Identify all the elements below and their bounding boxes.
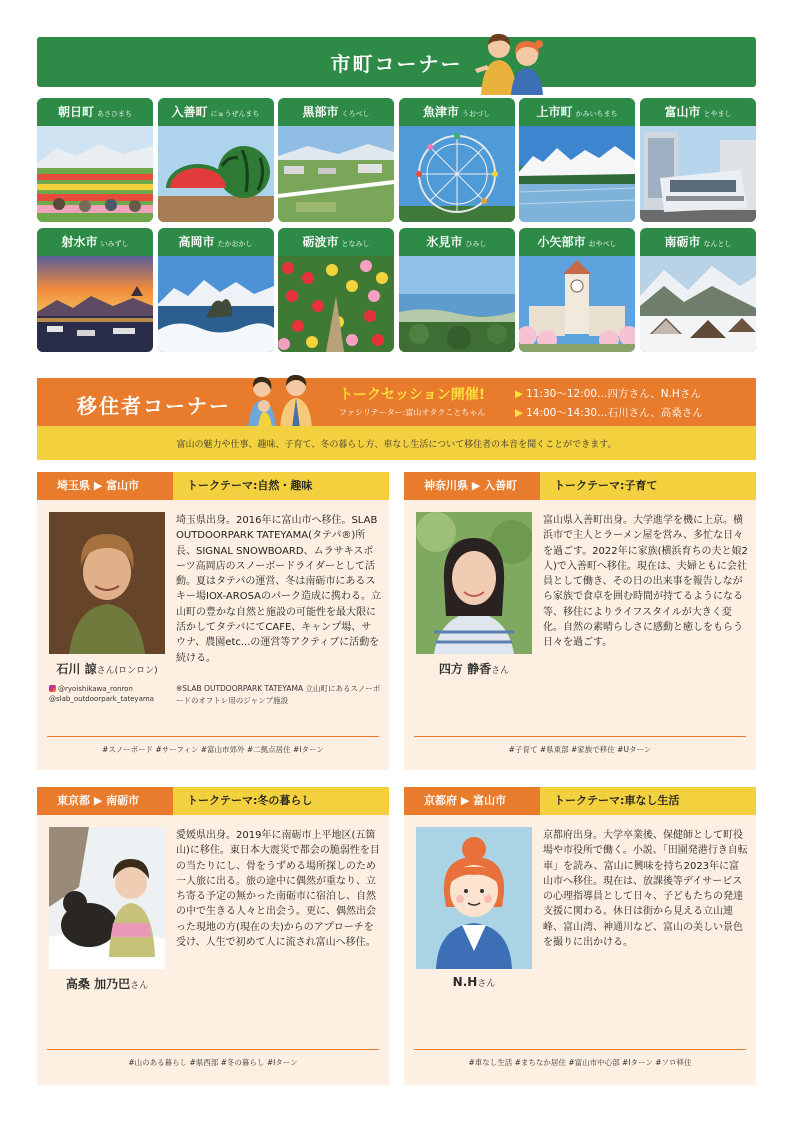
- city-card-oyabe[interactable]: [519, 228, 635, 352]
- city-name: 入善町: [171, 105, 208, 119]
- city-corner-banner: [37, 37, 756, 87]
- portrait-photo: [49, 512, 165, 654]
- profile-bio: 富山県入善町出身。大学進学を機に上京。横浜市で主人とラーメン屋を営み、多忙な日々を過ごす。2022年に家族(横浜育ちの夫と娘2人)で入善町へ移住。現在は、夫婦ともに会社員として働き、その日の出来事を報告しながら家族で食卓を囲む時間が持てるようになる等、移住によりライフスタイルが大きく変化。自然の素晴らしさに感動と癒しをもらう日々を過ごす。: [543, 515, 748, 649]
- schedule-line-1: ▶ 11:30〜12:00…四方さん、N.Hさん: [515, 388, 701, 400]
- hashtags: #スノーボード #サーフィン #富山市郊外 #二拠点居住 #Iターン: [102, 745, 324, 754]
- city-kana: とやまし: [703, 110, 732, 118]
- city-kana: あさひまち: [97, 110, 132, 118]
- profile-theme: トークテーマ:子育て: [540, 472, 756, 500]
- profile-note: ※SLAB OUTDOORPARK TATEYAMA 立山町にあるスノーボードのオフトレ用のジャンプ施設: [176, 684, 381, 705]
- city-name: 射水市: [61, 235, 98, 249]
- schedule-text: 14:00〜14:30…石川さん、高桑さん: [526, 407, 703, 419]
- city-kana: おやべし: [588, 240, 617, 248]
- city-kana: うおづし: [462, 110, 490, 118]
- divider: [47, 1049, 379, 1050]
- city-kana: なんとし: [703, 240, 732, 248]
- city-card-imizu[interactable]: [37, 228, 153, 352]
- city-name: 黒部市: [302, 105, 339, 119]
- city-name: 朝日町: [57, 105, 94, 119]
- hashtags: #車なし生活 #まちなか居住 #富山市中心部 #Iターン #ソロ移住: [468, 1058, 692, 1067]
- honorific: さん(ロンロン): [96, 666, 158, 676]
- migrant-description: 富山の魅力や仕事、趣味、子育て、冬の暮らし方、車なし生活について移住者の本音を聞くことができます。: [176, 440, 617, 450]
- city-name: 魚津市: [423, 105, 460, 119]
- profile-bio: 埼玉県出身。2016年に富山市へ移住。SLAB OUTDOORPARK TATEYAMA(タテパ®)所長、SIGNAL SNOWBOARD、ムラサキスポーツ高岡店のスノーボードライダーとして活動。夏はタテパの運営、冬は南砺市にあるスキー場IOX-AROSAのパーク造成に携わる。立山町の豊かな自然と施設の可能性を最大限に活かしてタテパにてCAFE、キャンプ場、サウナ、農園etc...の運営等アクティブに活動を続ける。: [176, 515, 381, 664]
- profile-location: 京都府 ▶ 富山市: [404, 787, 540, 815]
- divider: [414, 736, 746, 737]
- tulip-field-photo: [37, 126, 153, 222]
- talk-session-title: トークセッション開催!: [339, 387, 486, 403]
- city-name: 南砺市: [664, 235, 701, 249]
- instagram-icon: [49, 685, 56, 692]
- divider: [47, 736, 379, 737]
- city-card-tonami[interactable]: [278, 228, 394, 352]
- clock-tower-photo: [519, 256, 635, 352]
- snow-village-photo: [640, 256, 756, 352]
- sns-accounts: [49, 684, 154, 704]
- profile-card-ishikawa: [37, 472, 389, 770]
- sns-handle[interactable]: @ryoishikawa_ronron: [58, 685, 133, 693]
- city-name: 氷見市: [426, 235, 463, 249]
- city-kana: いみずし: [100, 240, 129, 248]
- profile-bio: 京都府出身。大学卒業後、保健師として町役場や市役所で働く。小説、「田園発港行き自転車」を読み、富山に興味を持ち2023年に富山市へ移住。現在は、放課後等デイサービスの心理指導員として日々、子どもたちの発達支援に関わる。休日は街から見える立山連峰、富山湾、神通川など、富山の美しい景色を撮りに出かける。: [543, 830, 748, 949]
- person-name: 四方 静香: [438, 662, 492, 676]
- person-name: 高桑 加乃巴: [65, 977, 131, 991]
- avatar-illustration: [416, 827, 532, 969]
- profile-card-nh: [404, 787, 756, 1085]
- tulip-flowers-photo: [278, 256, 394, 352]
- schedule-line-2: ▶ 14:00〜14:30…石川さん、高桑さん: [515, 407, 703, 419]
- profile-name: [412, 975, 536, 989]
- ferris-wheel-photo: [399, 126, 515, 222]
- schedule-text: 11:30〜12:00…四方さん、N.Hさん: [526, 388, 701, 400]
- railway-town-photo: [278, 126, 394, 222]
- portrait-photo: [416, 512, 532, 654]
- honorific: さん: [491, 666, 510, 676]
- coast-rock-photo: [158, 256, 274, 352]
- city-card-kurobe[interactable]: [278, 98, 394, 222]
- city-card-takaoka[interactable]: [158, 228, 274, 352]
- city-kana: かみいちまち: [575, 110, 618, 118]
- couple-illustration: [467, 29, 557, 95]
- profile-theme: トークテーマ:冬の暮らし: [173, 787, 389, 815]
- honorific: さん: [477, 979, 496, 989]
- bay-view-photo: [399, 256, 515, 352]
- city-kana: にゅうぜんまち: [210, 110, 260, 118]
- profile-bio: 愛媛県出身。2019年に南砺市上平地区(五箇山)に移住。東日本大震災で都会の脆弱性を目の当たりにし、骨をうずめる場所探しのため一人旅に出る。旅の途中に偶然が重なり、立ち寄る予定の無かった南砺市に宿泊し、自然の中で生きる人々と出会う。更に、偶然出会った現地の方(現在の夫)からのアプローチを受け、人生で初めて人に流され富山へ移住。: [176, 830, 380, 949]
- city-name: 上市町: [536, 105, 573, 119]
- city-card-nyuzen[interactable]: [158, 98, 274, 222]
- migrant-corner-title: 移住者コーナー: [77, 394, 231, 418]
- city-kana: たかおかし: [217, 240, 253, 248]
- facilitator-text: ファシリテーター:富山オタクことちゃん: [339, 408, 486, 417]
- city-card-nanto[interactable]: [640, 228, 756, 352]
- city-card-toyama[interactable]: [640, 98, 756, 222]
- city-name: 富山市: [664, 105, 701, 119]
- city-corner-title: 市町コーナー: [330, 52, 463, 76]
- city-card-himi[interactable]: [399, 228, 515, 352]
- hashtags: #子育て #県東部 #家族で移住 #Uターン: [508, 745, 652, 754]
- profile-location: 埼玉県 ▶ 富山市: [37, 472, 173, 500]
- family-illustration: [242, 372, 322, 428]
- hashtags: #山のある暮らし #県西部 #冬の暮らし #Iターン: [128, 1058, 298, 1067]
- migrant-description-bar: [37, 426, 756, 460]
- honorific: さん: [130, 981, 149, 991]
- migrant-corner-banner: [37, 378, 756, 426]
- city-name: 高岡市: [178, 235, 215, 249]
- tram-photo: [640, 126, 756, 222]
- profile-name: [412, 660, 536, 677]
- city-kana: くろべし: [341, 110, 370, 118]
- profile-card-shikata: [404, 472, 756, 770]
- divider: [414, 1049, 746, 1050]
- city-kana: となみし: [341, 240, 370, 248]
- profile-location: 神奈川県 ▶ 入善町: [404, 472, 540, 500]
- profile-card-takakuwa: [37, 787, 389, 1085]
- profile-name: [45, 660, 169, 677]
- city-name: 砺波市: [302, 235, 339, 249]
- city-card-asahi[interactable]: [37, 98, 153, 222]
- watermelon-photo: [158, 126, 274, 222]
- city-kana: ひみし: [465, 240, 487, 248]
- profile-name: [45, 975, 169, 992]
- city-card-kamiichi[interactable]: [519, 98, 635, 222]
- profile-theme: トークテーマ:自然・趣味: [173, 472, 389, 500]
- person-name: N.H: [452, 975, 478, 989]
- profile-theme: トークテーマ:車なし生活: [540, 787, 756, 815]
- mountain-range-photo: [519, 126, 635, 222]
- sunset-canal-photo: [37, 256, 153, 352]
- sns-handle[interactable]: @slab_outdoorpark_tateyama: [49, 695, 154, 703]
- city-card-uozu[interactable]: [399, 98, 515, 222]
- city-name: 小矢部市: [537, 235, 586, 249]
- portrait-photo: [49, 827, 165, 969]
- person-name: 石川 諒: [56, 662, 97, 676]
- profile-location: 東京都 ▶ 南砺市: [37, 787, 173, 815]
